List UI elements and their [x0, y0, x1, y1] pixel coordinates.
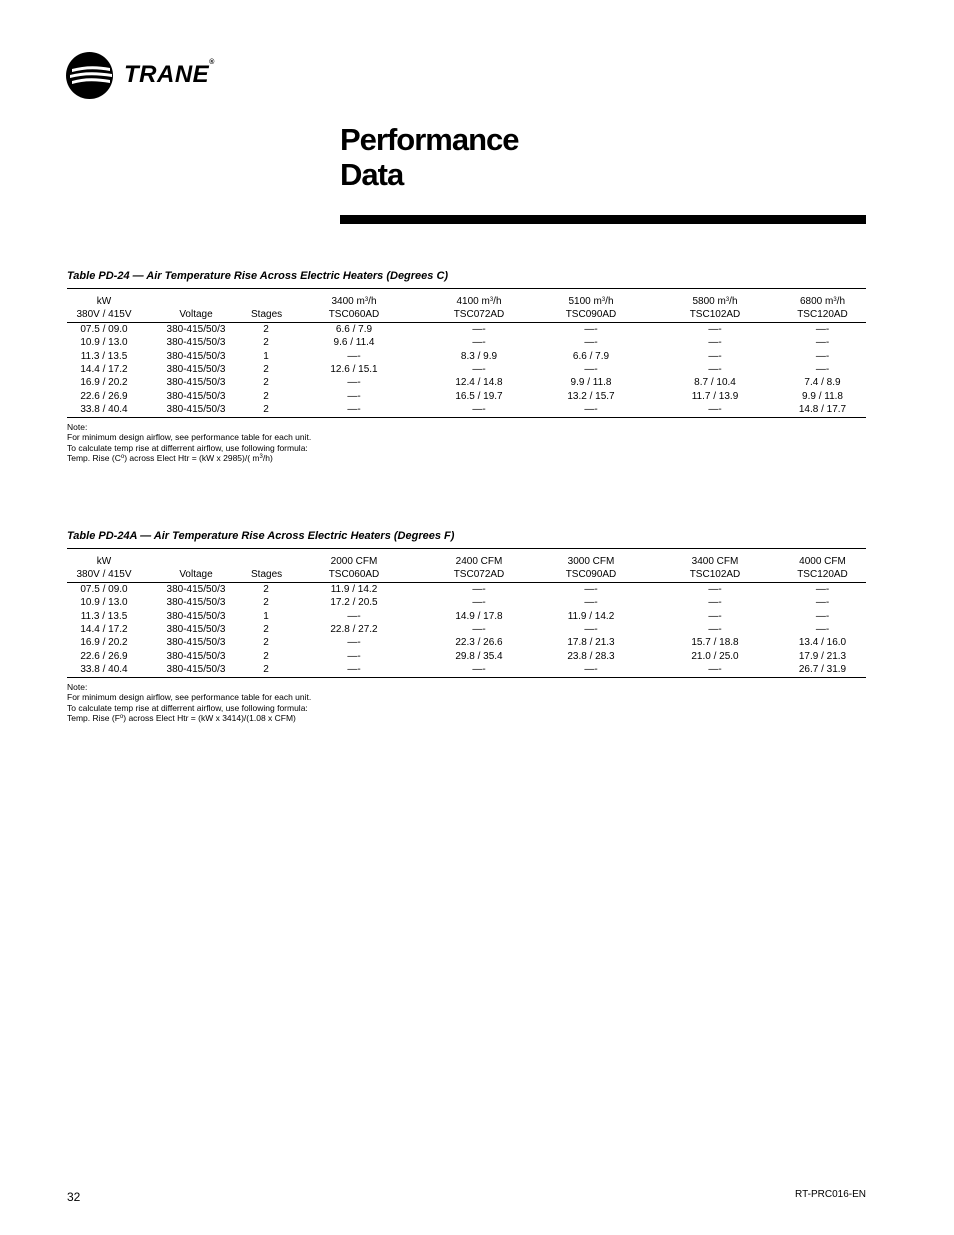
cell-kw: 16.9 / 20.2 [80, 637, 128, 649]
cell-stages: 2 [263, 337, 269, 349]
cell-temp-rise: —- [651, 663, 779, 677]
cell-temp-rise: 9.6 / 11.4 [333, 337, 375, 349]
page-title-line1: Performance [340, 122, 519, 157]
cell-temp-rise: —- [584, 583, 598, 595]
col-header-kw-voltage: 380V / 415V [67, 568, 141, 582]
data-table [67, 289, 866, 418]
cell-temp-rise: —- [472, 624, 486, 636]
cell-kw: 14.4 / 17.2 [80, 624, 128, 636]
table-row [67, 403, 866, 417]
table-row [67, 390, 866, 403]
cell-kw: 22.6 / 26.9 [80, 390, 128, 402]
table-row [67, 636, 866, 649]
note-line: To calculate temp rise at differrent airflow, use following formula: [67, 702, 308, 713]
cell-temp-rise: —- [815, 610, 830, 622]
col-header-airflow: 3400 $m^3/h$ [331, 296, 377, 307]
note-line: For minimum design airflow, see performance table for each unit. [67, 432, 312, 443]
col-header-kw: kW [96, 556, 112, 567]
document-code: RT-PRC016-EN [795, 1189, 866, 1200]
col-header-model: TSC072AD [427, 568, 531, 582]
table-header-row [67, 549, 866, 568]
col-header-airflow: 5800 $m^3/h$ [692, 296, 738, 307]
col-header-model: TSC090AD [531, 568, 651, 582]
cell-stages: 2 [263, 390, 269, 402]
page-number: 32 [67, 1190, 81, 1204]
table-row [67, 336, 866, 349]
cell-stages: 2 [263, 597, 269, 609]
cell-temp-rise: 13.2 / 15.7 [567, 390, 615, 402]
col-header-airflow: 2400 CFM [455, 556, 503, 567]
cell-temp-rise: —- [472, 364, 486, 376]
cell-temp-rise: 17.9 / 21.3 [798, 650, 847, 662]
col-header-airflow: 4100 $m^3/h$ [456, 296, 502, 307]
cell-temp-rise: —- [815, 624, 830, 636]
page-title [340, 122, 519, 192]
cell-temp-rise: —- [584, 597, 598, 609]
trane-logo [66, 52, 216, 102]
table-row [67, 363, 866, 376]
col-header-model: TSC060AD [281, 568, 427, 582]
cell-kw: 14.4 / 17.2 [80, 364, 128, 376]
cell-voltage: 380-415/50/3 [166, 364, 226, 376]
cell-temp-rise: 14.8 / 17.7 [779, 403, 866, 417]
cell-temp-rise: 8.7 / 10.4 [694, 377, 736, 389]
table-row [67, 376, 866, 389]
cell-temp-rise: 26.7 / 31.9 [779, 663, 866, 677]
cell-temp-rise: —- [347, 390, 361, 402]
cell-kw: 22.6 / 26.9 [80, 650, 128, 662]
col-header-model: TSC102AD [651, 568, 779, 582]
table-header-row [67, 289, 866, 308]
cell-voltage: 380-415/50/3 [166, 377, 226, 389]
cell-temp-rise: —- [347, 610, 361, 622]
cell-voltage: 380-415/50/3 [166, 624, 226, 636]
col-header-airflow: 3000 CFM [567, 556, 615, 567]
brand-name: TRANE® [124, 59, 215, 88]
cell-temp-rise: —- [815, 337, 830, 349]
table-row [67, 623, 866, 636]
cell-temp-rise: —- [708, 597, 722, 609]
cell-temp-rise: —- [472, 323, 486, 335]
table-header-row [67, 308, 866, 322]
cell-temp-rise: 17.8 / 21.3 [567, 637, 615, 649]
cell-temp-rise: 23.8 / 28.3 [567, 650, 615, 662]
col-header-airflow: 3400 CFM [691, 556, 739, 567]
cell-stages: 2 [251, 403, 281, 417]
cell-temp-rise: —- [708, 610, 722, 622]
cell-temp-rise: 9.9 / 11.8 [570, 377, 612, 389]
data-table [67, 549, 866, 678]
cell-temp-rise: —- [281, 663, 427, 677]
cell-temp-rise: 7.4 / 8.9 [804, 377, 841, 389]
col-header-model: TSC060AD [281, 308, 427, 322]
table-caption: Table PD-24 — Air Temperature Rise Across Electric Heaters (Degrees C) [67, 270, 449, 282]
cell-temp-rise: 8.3 / 9.9 [460, 350, 498, 362]
cell-stages: 2 [263, 624, 269, 636]
note-label: Note: [67, 421, 88, 432]
cell-temp-rise: 22.8 / 27.2 [330, 624, 378, 636]
cell-temp-rise: 11.7 / 13.9 [691, 390, 739, 402]
table-header-row [67, 568, 866, 582]
col-header-model: TSC072AD [427, 308, 531, 322]
cell-temp-rise: 13.4 / 16.0 [798, 637, 847, 649]
table-caption: Table PD-24A — Air Temperature Rise Across Electric Heaters (Degrees F) [67, 530, 455, 542]
table-degrees-c [67, 270, 866, 464]
table-row [67, 596, 866, 609]
cell-temp-rise: —- [472, 337, 486, 349]
cell-temp-rise: —- [708, 350, 722, 362]
cell-temp-rise: 11.9 / 14.2 [330, 583, 378, 595]
cell-stages: 1 [263, 350, 269, 362]
cell-temp-rise: —- [584, 624, 598, 636]
cell-temp-rise: 12.4 / 14.8 [455, 377, 503, 389]
cell-temp-rise: —- [584, 364, 598, 376]
table-row [67, 610, 866, 623]
cell-kw: 11.3 / 13.5 [80, 350, 128, 362]
cell-voltage: 380-415/50/3 [166, 337, 226, 349]
cell-temp-rise: —- [815, 350, 830, 362]
note-formula: Temp. Rise $(F^o)$ across Elect Htr = (kW x 3414)/(1.08 x CFM) [67, 713, 296, 724]
cell-temp-rise: —- [584, 323, 598, 335]
cell-voltage: 380-415/50/3 [166, 610, 226, 622]
col-header-airflow: 5100 $m^3/h$ [568, 296, 614, 307]
cell-stages: 2 [263, 637, 269, 649]
table-note [67, 682, 866, 724]
cell-temp-rise: —- [815, 364, 830, 376]
cell-voltage: 380-415/50/3 [141, 403, 251, 417]
note-label: Note: [67, 681, 88, 692]
cell-temp-rise: —- [531, 403, 651, 417]
cell-temp-rise: 21.0 / 25.0 [691, 650, 739, 662]
cell-temp-rise: —- [347, 377, 361, 389]
cell-temp-rise: 11.9 / 14.2 [567, 610, 615, 622]
title-rule [340, 215, 866, 224]
table-row [67, 582, 866, 596]
cell-kw: 11.3 / 13.5 [80, 610, 128, 622]
cell-voltage: 380-415/50/3 [141, 663, 251, 677]
cell-kw: 07.5 / 09.0 [80, 583, 128, 595]
cell-kw: 10.9 / 13.0 [80, 337, 128, 349]
cell-temp-rise: —- [427, 663, 531, 677]
note-line: To calculate temp rise at differrent airflow, use following formula: [67, 442, 308, 453]
cell-voltage: 380-415/50/3 [166, 637, 226, 649]
col-header-model: TSC102AD [651, 308, 779, 322]
cell-temp-rise: —- [472, 597, 486, 609]
col-header-kw: kW [96, 296, 112, 307]
cell-stages: 2 [263, 650, 269, 662]
table-row [67, 322, 866, 336]
cell-voltage: 380-415/50/3 [166, 323, 226, 335]
cell-temp-rise: —- [531, 663, 651, 677]
col-header-model: TSC120AD [779, 308, 866, 322]
cell-temp-rise: —- [708, 323, 722, 335]
col-header-airflow: 4000 CFM [799, 556, 846, 567]
cell-stages: 2 [263, 583, 269, 595]
cell-temp-rise: —- [281, 403, 427, 417]
cell-temp-rise: —- [347, 350, 361, 362]
cell-temp-rise: —- [708, 337, 722, 349]
cell-stages: 1 [263, 610, 269, 622]
cell-temp-rise: 22.3 / 26.6 [455, 637, 503, 649]
col-header-model: TSC120AD [779, 568, 866, 582]
cell-kw: 33.8 / 40.4 [67, 403, 141, 417]
cell-temp-rise: —- [427, 403, 531, 417]
cell-temp-rise: 15.7 / 18.8 [691, 637, 739, 649]
table-row [67, 650, 866, 663]
col-header-model: TSC090AD [531, 308, 651, 322]
cell-stages: 2 [263, 364, 269, 376]
cell-kw: 16.9 / 20.2 [80, 377, 128, 389]
cell-temp-rise: 6.6 / 7.9 [572, 350, 610, 362]
col-header-voltage: Voltage [141, 568, 251, 582]
col-header-kw-voltage: 380V / 415V [67, 308, 141, 322]
col-header-stages: Stages [251, 309, 283, 321]
cell-voltage: 380-415/50/3 [166, 650, 226, 662]
cell-temp-rise: 16.5 / 19.7 [455, 390, 503, 402]
table-degrees-f [67, 530, 866, 724]
cell-temp-rise: —- [815, 597, 830, 609]
col-header-airflow: 6800 $m^3/h$ [799, 296, 846, 307]
cell-temp-rise: —- [347, 650, 361, 662]
cell-temp-rise: 17.2 / 20.5 [330, 597, 378, 609]
col-header-airflow: 2000 CFM [330, 556, 378, 567]
cell-temp-rise: —- [347, 637, 361, 649]
table-row [67, 350, 866, 363]
cell-temp-rise: —- [815, 583, 830, 595]
cell-kw: 07.5 / 09.0 [80, 323, 128, 335]
cell-temp-rise: —- [472, 583, 486, 595]
cell-temp-rise: —- [815, 323, 830, 335]
note-formula: Temp. Rise $(C^o)$ across Elect Htr = (kW x 2985)/( $m^3/h$) [67, 453, 273, 464]
col-header-stages: Stages [251, 569, 283, 581]
cell-temp-rise: 29.8 / 35.4 [455, 650, 503, 662]
cell-voltage: 380-415/50/3 [166, 350, 226, 362]
cell-kw: 10.9 / 13.0 [80, 597, 128, 609]
cell-temp-rise: 6.6 / 7.9 [335, 323, 373, 335]
col-header-voltage: Voltage [141, 308, 251, 322]
cell-temp-rise: —- [708, 364, 722, 376]
cell-stages: 2 [263, 323, 269, 335]
cell-voltage: 380-415/50/3 [166, 390, 226, 402]
cell-kw: 33.8 / 40.4 [67, 663, 141, 677]
cell-temp-rise: —- [584, 337, 598, 349]
table-row [67, 663, 866, 677]
cell-stages: 2 [251, 663, 281, 677]
note-line: For minimum design airflow, see performance table for each unit. [67, 692, 312, 703]
cell-temp-rise: —- [708, 583, 722, 595]
trane-logo-circle-icon [66, 52, 113, 99]
cell-temp-rise: 12.6 / 15.1 [330, 364, 378, 376]
table-note [67, 422, 866, 464]
cell-voltage: 380-415/50/3 [166, 583, 226, 595]
cell-temp-rise: —- [708, 624, 722, 636]
cell-temp-rise: —- [651, 403, 779, 417]
cell-temp-rise: 14.9 / 17.8 [455, 610, 503, 622]
page-title-line2: Data [340, 157, 404, 192]
cell-temp-rise: 9.9 / 11.8 [802, 390, 843, 402]
cell-stages: 2 [263, 377, 269, 389]
cell-voltage: 380-415/50/3 [166, 597, 226, 609]
